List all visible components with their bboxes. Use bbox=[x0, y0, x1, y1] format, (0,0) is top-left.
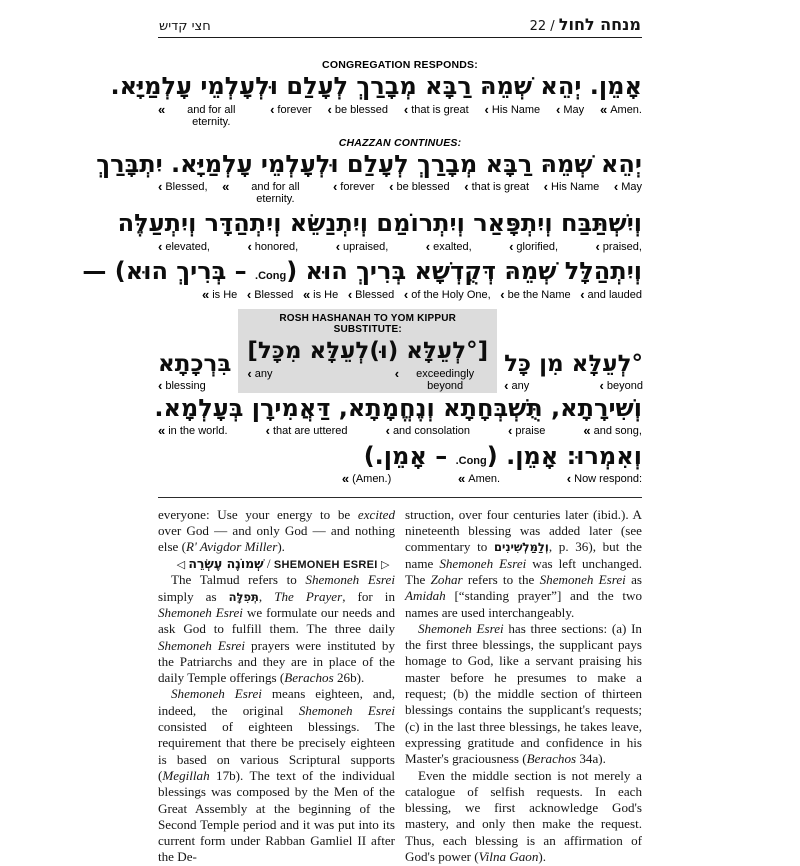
congregation-responds-label: CONGREGATION RESPONDS: bbox=[322, 59, 478, 71]
gloss-text: and for all eternity. bbox=[187, 103, 236, 128]
commentary-paragraph: Even the middle section is not merely a catalogue of selfish requests. In each blessing, we first acknowledge God's mastery, and only then make the request. Thus, each blessing is an affirmation of God's power (Vilna Gaon). bbox=[405, 767, 642, 864]
chevron-marker-icon: ‹ bbox=[484, 101, 489, 117]
hebrew-line-congregation: אָמֵן. יְהֵא שְׁמֵהּ רַבָּא מְבָרַךְ לְעָלַם וּלְעָלְמֵי עָלְמַיָּא. bbox=[110, 72, 642, 100]
chevron-marker-icon: ‹ bbox=[158, 378, 163, 394]
gloss-row bbox=[158, 425, 642, 437]
substitute-label: ROSH HASHANAH TO YOM KIPPUR SUBSTITUTE: bbox=[279, 313, 457, 336]
chevron-marker-icon: « bbox=[458, 471, 466, 487]
hebrew-line-chazzan-1: יְהֵא שְׁמֵהּ רַבָּא מְבָרַךְ לְעָלַם וּלְעָלְמֵי עָלְמַיָּא. יִתְבָּרַךְ bbox=[96, 149, 642, 178]
header-separator: / bbox=[546, 19, 559, 34]
chevron-marker-icon: « bbox=[202, 287, 210, 303]
gloss-unit bbox=[333, 181, 375, 193]
gloss-unit bbox=[247, 241, 298, 253]
gloss-text: be blessed bbox=[396, 181, 450, 194]
gloss-text: is He bbox=[313, 289, 339, 302]
chevron-marker-icon: ‹ bbox=[158, 239, 163, 255]
chevron-marker-icon: ‹ bbox=[500, 287, 505, 303]
gloss-text: upraised, bbox=[343, 241, 389, 254]
gloss-row bbox=[158, 181, 642, 205]
gloss-unit bbox=[509, 241, 558, 253]
chevron-marker-icon: ‹ bbox=[246, 287, 252, 303]
gloss-unit bbox=[544, 181, 600, 193]
gloss-row bbox=[158, 101, 642, 128]
gloss-text: praised, bbox=[602, 241, 642, 254]
gloss-row bbox=[158, 380, 231, 392]
chevron-marker-icon: ‹ bbox=[580, 287, 585, 303]
substitute-outside-right bbox=[504, 349, 643, 393]
gloss-text: Amen. bbox=[468, 473, 501, 486]
gloss-unit bbox=[158, 380, 206, 392]
commentary-left-column bbox=[158, 507, 395, 866]
gloss-unit bbox=[614, 181, 642, 193]
gloss-unit bbox=[504, 380, 529, 392]
commentary-paragraph: struction, over four centuries later (ibid.). A nineteenth blessing was added later (see commentary to וְלַמַּלְשִׁינִים, p. 36), but the name Shemoneh Esrei was left unchanged. The Zohar refers to the Shemoneh Esrei as Amidah [“standing prayer”] and the two names are used interchangeably. bbox=[405, 506, 642, 620]
hebrew-line-chazzan-3: וְיִתְהַלָּל שְׁמֵהּ דְּקֻדְשָׁא בְּרִיךְ הוּא (Cong. – בְּרִיךְ הוּא) — bbox=[82, 257, 642, 286]
commentary-section bbox=[158, 507, 642, 866]
gloss-unit bbox=[580, 289, 642, 301]
gloss-text: His Name bbox=[551, 181, 600, 194]
gloss-unit bbox=[426, 241, 472, 253]
gloss-text: forever bbox=[277, 103, 312, 116]
gloss-unit bbox=[386, 425, 470, 437]
gloss-row bbox=[504, 380, 643, 392]
gloss-text: that is great bbox=[471, 181, 530, 194]
header-left-title: חצי קדיש bbox=[159, 19, 211, 34]
gloss-unit bbox=[342, 473, 391, 485]
gloss-unit bbox=[595, 241, 641, 253]
chazzan-continues-label: CHAZZAN CONTINUES: bbox=[338, 136, 462, 149]
gloss-text: be blessed bbox=[334, 103, 389, 116]
gloss-text: exceedingly beyond bbox=[416, 367, 475, 392]
chevron-marker-icon: ‹ bbox=[335, 239, 341, 255]
chevron-marker-icon: ‹ bbox=[464, 179, 469, 195]
commentary-paragraph: everyone: Use your energy to be excited over God — and only God — and nothing else (R' Avigdor Miller). bbox=[158, 506, 395, 555]
gloss-text: Blessed bbox=[254, 289, 294, 302]
hebrew-line-chazzan-2: וְיִשְׁתַּבַּח וְיִתְפָּאַר וְיִתְרוֹמַם וְיִתְנַשֵּׂא וְיִתְהַדָּר וְיִתְעַלֶּה bbox=[117, 209, 642, 238]
gloss-unit bbox=[247, 289, 293, 301]
commentary-paragraph: Shemoneh Esrei has three sections: (a) In the first three blessings, the supplicant pays homage to God, like a servant praising his master before he presumes to make a request; (b) the middle section of thirteen blessings contains the supplicant's requests; (c) in the last three blessings, he takes leave, expressing gratitude and confidence in his Master's graciousness (Berachos 34a). bbox=[405, 620, 642, 767]
gloss-row bbox=[158, 241, 642, 253]
page-header bbox=[158, 15, 642, 37]
gloss-text: be the Name bbox=[507, 289, 571, 302]
chevron-marker-icon: ‹ bbox=[270, 101, 275, 117]
siddur-page bbox=[82, 0, 643, 866]
gloss-unit bbox=[270, 101, 312, 117]
section-header-separator: / bbox=[263, 555, 274, 571]
gloss-text: Blessed, bbox=[165, 181, 208, 194]
gloss-text: May bbox=[621, 181, 642, 194]
gloss-text: forever bbox=[340, 181, 375, 194]
gloss-unit bbox=[336, 241, 389, 253]
chevron-marker-icon: ‹ bbox=[332, 179, 338, 195]
gloss-text: any bbox=[511, 380, 530, 393]
gloss-text: blessing bbox=[165, 380, 206, 393]
gloss-text: and for all eternity. bbox=[251, 181, 300, 206]
gloss-text: elevated, bbox=[165, 241, 210, 254]
gloss-text: is He bbox=[212, 289, 238, 302]
hebrew-line-veimru: וְאִמְרוּ: אָמֵן. (Cong. – אָמֵן.) bbox=[363, 441, 642, 470]
gloss-text: honored, bbox=[254, 241, 299, 254]
chevron-marker-icon: ‹ bbox=[403, 101, 409, 117]
gloss-unit bbox=[202, 289, 237, 301]
commentary-right-column bbox=[405, 507, 642, 866]
gloss-text: and lauded bbox=[587, 289, 642, 302]
gloss-text: of the Holy One, bbox=[411, 289, 491, 302]
gloss-unit bbox=[600, 380, 643, 392]
chevron-marker-icon: « bbox=[599, 101, 608, 117]
gloss-unit bbox=[500, 289, 570, 301]
chevron-marker-icon: ‹ bbox=[566, 471, 572, 487]
gloss-text: beyond bbox=[606, 380, 643, 393]
chevron-marker-icon: ‹ bbox=[556, 101, 561, 117]
chevron-marker-icon: « bbox=[583, 423, 591, 439]
chevron-marker-icon: ‹ bbox=[394, 365, 400, 381]
gloss-row bbox=[342, 473, 642, 485]
header-page-number: 22 bbox=[529, 19, 547, 34]
chevron-marker-icon: ‹ bbox=[247, 239, 252, 255]
chevron-marker-icon: « bbox=[341, 471, 350, 487]
right-ornament-icon: ▷ bbox=[380, 557, 390, 571]
chevron-marker-icon: ‹ bbox=[543, 179, 548, 195]
header-right-title bbox=[530, 15, 641, 34]
chevron-marker-icon: ‹ bbox=[389, 179, 394, 195]
chevron-marker-icon: ‹ bbox=[385, 423, 390, 439]
chevron-marker-icon: ‹ bbox=[158, 179, 163, 195]
chevron-marker-icon: ‹ bbox=[508, 423, 513, 439]
chevron-marker-icon: ‹ bbox=[599, 378, 604, 394]
gloss-unit bbox=[508, 425, 545, 437]
gloss-text: (Amen.) bbox=[352, 473, 392, 486]
gloss-text: any bbox=[254, 367, 273, 380]
chevron-marker-icon: « bbox=[302, 287, 311, 303]
substitute-outside-left bbox=[158, 349, 231, 393]
gloss-unit bbox=[599, 101, 642, 117]
gloss-unit bbox=[348, 289, 394, 301]
section-header-latin: SHEMONEH ESREI bbox=[273, 558, 378, 571]
chevron-marker-icon: ‹ bbox=[504, 378, 509, 394]
gloss-unit bbox=[464, 181, 529, 193]
gloss-text: in the world. bbox=[168, 425, 228, 438]
gloss-text: and song, bbox=[593, 425, 642, 438]
header-rule bbox=[158, 37, 642, 38]
gloss-unit bbox=[266, 425, 348, 437]
gloss-text: that are uttered bbox=[272, 425, 348, 438]
gloss-text: exalted, bbox=[433, 241, 472, 254]
gloss-unit bbox=[583, 425, 642, 437]
gloss-unit bbox=[247, 365, 273, 381]
chevron-marker-icon: ‹ bbox=[425, 239, 431, 255]
gloss-unit bbox=[458, 473, 500, 485]
hebrew-leela-min-kol: ‏°לְעֵלָּא מִן כָּל bbox=[504, 351, 643, 378]
substitute-row bbox=[158, 309, 642, 392]
gloss-text: that is great bbox=[411, 103, 469, 116]
gloss-text: Blessed bbox=[355, 289, 395, 302]
substitute-highlight-box bbox=[238, 309, 497, 392]
section-header-hebrew: שְׁמוֹנֶה עֶשְׂרֵה bbox=[188, 555, 264, 571]
gloss-text: May bbox=[563, 103, 585, 116]
chevron-marker-icon: ‹ bbox=[613, 179, 619, 195]
hebrew-substitute-text: [‏°לְעֵלָּא (וּ)לְעֵלָּא מִכָּל] bbox=[247, 338, 489, 365]
gloss-text: His Name bbox=[491, 103, 541, 116]
chevron-marker-icon: ‹ bbox=[247, 365, 252, 381]
gloss-row bbox=[247, 365, 488, 392]
commentary-paragraph: Shemoneh Esrei means eighteen, and, indeed, the original Shemoneh Esrei consisted of eighteen blessings. The requirement that there be precisely eighteen is based on various Scriptural supports (Megillah 17b). The text of the individual blessings was composed by the Men of the Great Assembly at the beginning of the Second Temple period and it was put into its current form under Rabban Gamliel II after the De- bbox=[158, 686, 396, 865]
commentary-section-header bbox=[158, 556, 395, 573]
gloss-unit bbox=[404, 289, 491, 301]
gloss-text: glorified, bbox=[516, 241, 558, 254]
gloss-text: praise bbox=[515, 425, 546, 438]
chevron-marker-icon: ‹ bbox=[595, 239, 600, 255]
gloss-unit bbox=[403, 101, 469, 117]
chevron-marker-icon: « bbox=[158, 423, 166, 439]
gloss-unit bbox=[158, 241, 210, 253]
gloss-text: and consolation bbox=[392, 425, 470, 438]
gloss-unit bbox=[303, 289, 338, 301]
left-ornament-icon: ◁ bbox=[176, 557, 186, 571]
commentary-divider-rule bbox=[158, 497, 642, 498]
chevron-marker-icon: ‹ bbox=[327, 101, 332, 117]
header-section-title: מנחה לחול bbox=[558, 15, 641, 34]
chevron-marker-icon: ‹ bbox=[403, 287, 409, 303]
gloss-unit bbox=[158, 181, 208, 193]
gloss-unit bbox=[327, 101, 389, 117]
gloss-unit bbox=[222, 181, 318, 205]
gloss-unit bbox=[484, 101, 541, 117]
chevron-marker-icon: ‹ bbox=[265, 423, 270, 439]
hebrew-line-veshirasa: וְשִׁירָתָא, תֻּשְׁבְּחָתָא וְנֶחֱמָתָא, דַּאֲמִירָן בְּעָלְמָא. bbox=[154, 393, 642, 422]
gloss-unit bbox=[389, 181, 450, 193]
chevron-marker-icon: « bbox=[222, 179, 230, 195]
chevron-marker-icon: « bbox=[158, 101, 166, 117]
gloss-unit bbox=[158, 425, 228, 437]
chevron-marker-icon: ‹ bbox=[347, 287, 353, 303]
gloss-unit bbox=[158, 101, 254, 128]
gloss-text: Amen. bbox=[610, 103, 642, 116]
hebrew-word-birchasa: בִּרְכָתָא bbox=[158, 351, 232, 378]
gloss-row bbox=[158, 289, 642, 301]
gloss-unit bbox=[394, 365, 488, 392]
commentary-paragraph: The Talmud refers to Shemoneh Esrei simply as תְּפִלָּה, The Prayer, for in Shemoneh Esrei we formulate our needs and ask God to fulfill them. The three daily Shemoneh Esrei prayers were instituted by the Patriarchs and they are in place of the daily Temple offerings (Berachos 26b). bbox=[158, 572, 395, 686]
gloss-text: Now respond: bbox=[574, 473, 642, 486]
chevron-marker-icon: ‹ bbox=[509, 239, 514, 255]
gloss-unit bbox=[556, 101, 585, 117]
gloss-unit bbox=[567, 473, 642, 485]
